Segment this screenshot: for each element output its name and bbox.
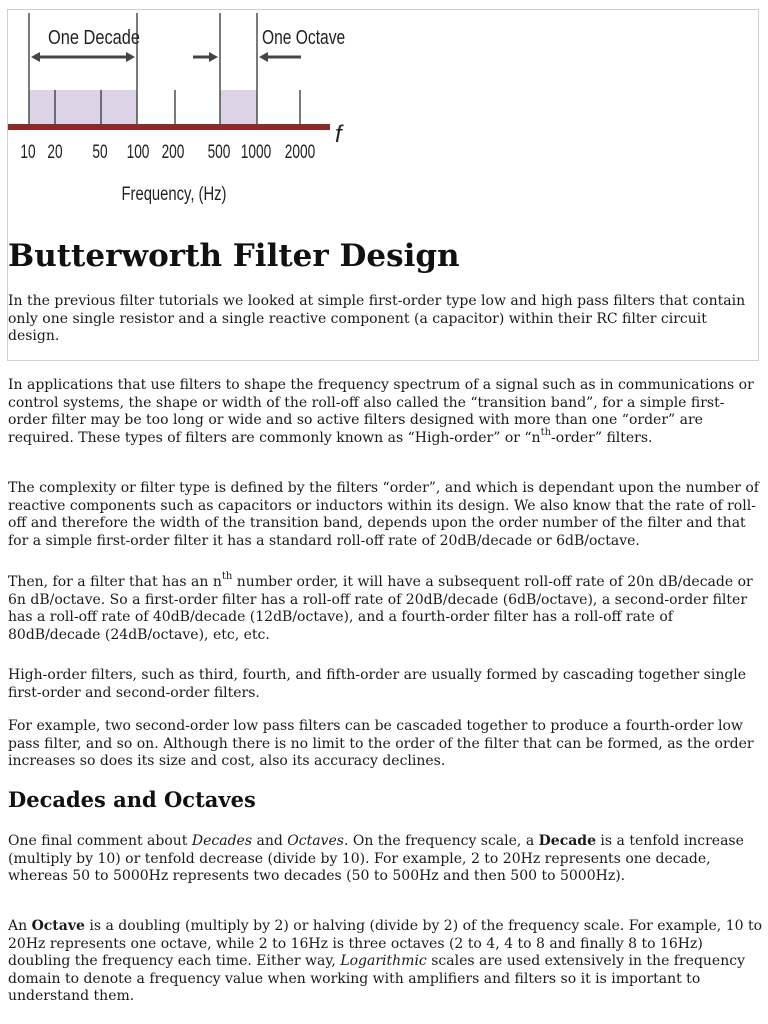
text-span: . On the frequency scale, a [343,833,539,849]
superscript: th [221,571,233,582]
tick-label: 100 [126,140,150,163]
text-span: Then, for a filter that has an n [8,574,222,590]
text-span: number order, it will have a subsequent roll-off rate of 20n dB/decade or 6n dB/octave. So a first-order filter has a roll-off rate of 20dB/decade (6dB/octave), a second-order filter has a roll-off rate of 40dB/decade (12dB/octave), and a fourth-order filter has a roll-off rate of 80dB/decade (24dB/octave), etc, etc. [8,574,753,643]
frequency-symbol: f [335,121,342,148]
tick-label: 500 [207,140,231,163]
superscript: th [540,426,552,438]
text-span: -order” filters. [551,429,653,446]
bold-text: Octave [31,918,85,934]
italic-text: Logarithmic [340,953,427,969]
italic-text: Octaves [287,833,344,849]
decade-arrow [31,52,135,62]
text-span: scales are used extensively in the frequency domain to denote a frequency value when working with amplifiers and filters so it is important to understand them. [8,953,745,1004]
paragraph-complexity: The complexity or filter type is defined by the filters “order”, and which is dependant upon the number of reactive components such as capacitors or inductors within its design. We also know that the rate of roll-off and therefore the width of the transition band, depends upon the order number of the filter and that for a simple first-order filter it has a standard roll-off rate of 20dB/decade or 6dB/octave. [8,480,759,549]
page-title: Butterworth Filter Design [8,238,460,274]
axis-label: Frequency, (Hz) [121,183,227,205]
section-heading: Decades and Octaves [8,787,256,812]
paragraph-octaves [8,918,762,1006]
decade-octave-diagram [0,0,360,225]
italic-text: Decades [191,833,253,849]
tick-label: 20 [47,140,63,163]
text-span: is a tenfold increase (multiply by 10) or tenfold decrease (divide by 10). For example, 2 to 20Hz represents one decade, whereas 50 to 5000Hz represents two decades (50 to 500Hz and then 500 to 5000Hz). [8,833,744,884]
bold-text: Decade [538,833,596,849]
octave-band [220,90,257,126]
text-span: One final comment about [8,833,192,849]
tick-labels [20,141,315,163]
octave-label: One Octave [262,26,346,49]
frequency-axis [8,124,330,130]
tick-label: 1000 [240,140,272,163]
paragraph-decades [8,833,762,886]
paragraph-high-order [8,377,762,447]
tick-label: 50 [92,140,108,163]
decade-band [29,90,137,126]
paragraph-cascading: High-order filters, such as third, fourth, and fifth-order are usually formed by cascading together single first-order and second-order filters. [8,667,747,701]
text-span: An [8,918,32,934]
paragraph-nth-order [8,571,762,644]
tick-label: 10 [20,140,36,163]
text-span: In applications that use filters to shape the frequency spectrum of a signal such as in communications or control systems, the shape or width of the roll-off also called the “transition band”, for a simple first-order filter may be too long or wide and so active filters designed with more than one “order” are required. These types of filters are commonly known as “High-order” or “n [8,377,754,446]
tick-label: 2000 [284,140,316,163]
text-span: and [252,833,288,849]
octave-arrow [193,52,301,62]
intro-paragraph: In the previous filter tutorials we looked at simple first-order type low and high pass filters that contain only one single resistor and a single reactive component (a capacitor) within their RC filter circuit design. [8,293,746,344]
tick-label: 200 [161,140,185,163]
decade-label: One Decade [48,25,140,49]
text-span: is a doubling (multiply by 2) or halving (divide by 2) of the frequency scale. For example, 10 to 20Hz represents one octave, while 2 to 16Hz is three octaves (2 to 4, 4 to 8 and finally 8 to 16Hz) doubling the frequency each time. Either way, [8,918,763,969]
paragraph-example: For example, two second-order low pass filters can be cascaded together to produce a fourth-order low pass filter, and so on. Although there is no limit to the order of the filter that can be formed, as the order increases so does its size and cost, also its accuracy declines. [8,718,754,769]
